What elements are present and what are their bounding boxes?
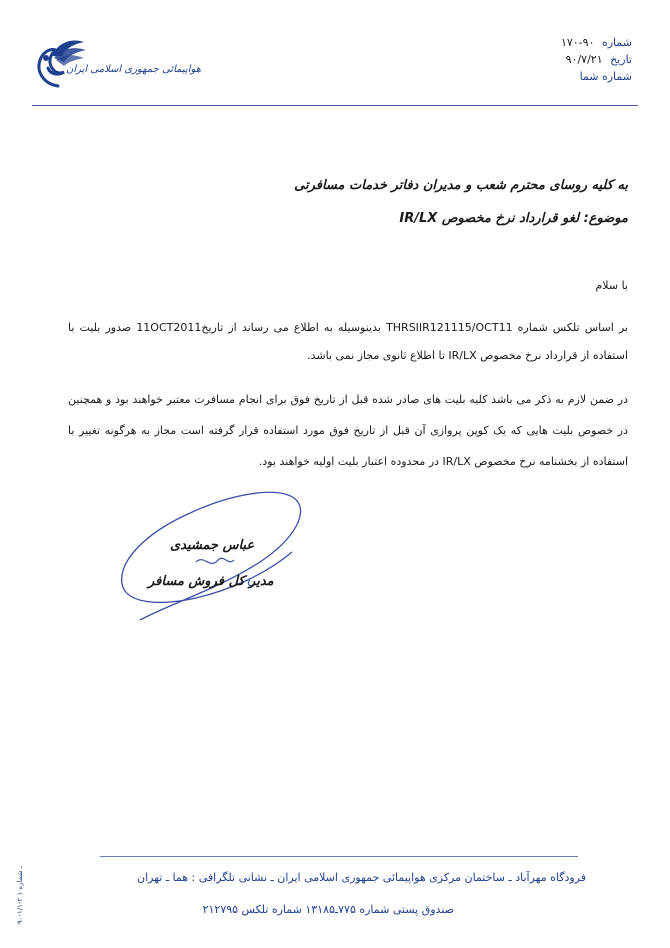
header-divider bbox=[32, 105, 638, 106]
subject: موضوع: لغو قرارداد نرخ مخصوص IR/LX bbox=[399, 211, 628, 226]
addressee: به کلیه روسای محترم شعب و مدیران دفاتر خدمات مسافرتی bbox=[294, 178, 628, 193]
number-label: شماره bbox=[601, 36, 632, 49]
your-number-label: شماره شما bbox=[579, 70, 632, 83]
paragraph-1: بر اساس تلکس شماره THRSIIR121115/OCT11 بدینوسیله به اطلاع می رساند از تاریخ11OCT2011 صدور بلیت با استفاده از قرارداد نرخ مخصوص IR/LX تا اطلاع ثانوی مجاز نمی باشد. bbox=[68, 321, 628, 362]
letter-number bbox=[561, 34, 632, 51]
footer-address: فرودگاه مهرآباد ـ ساختمان مرکزی هواپیمائی جمهوری اسلامی ایران ـ نشانی تلگرافی : هما ـ تهران bbox=[136, 871, 586, 884]
paragraph-2: در ضمن لازم به ذکر می باشد کلیه بلیت های صادر شده قبل از تاریخ فوق برای انجام مسافرت معتبر خواهند بود و همچنین در خصوص بلیت هایی که یک کوپن پروازی آن قبل از تاریخ فوق مورد استفاده قرار گرفته است مجاز به هرگونه تغییر با استفاده از بخشنامه نرخ مخصوص IR/LX در محدوده اعتبار بلیت اولیه خواهند بود. bbox=[68, 393, 628, 468]
signature-scribble bbox=[100, 488, 320, 633]
your-number bbox=[561, 68, 632, 85]
side-form-code bbox=[14, 864, 28, 926]
footer-divider bbox=[100, 856, 578, 857]
date-label: تاریخ bbox=[610, 53, 632, 66]
logo-text: هواپیمائی جمهوری اسلامی ایران bbox=[66, 64, 201, 75]
signatory-name: عباس جمشیدی bbox=[170, 538, 255, 553]
side-form-code-text: ۹۰-۱/۱-۲ ـ شماره ۱ bbox=[16, 866, 24, 924]
number-value: ۹۰-۱۷۰ bbox=[560, 36, 595, 49]
letter-meta bbox=[561, 34, 632, 85]
date-value: ۹۰/۷/۲۱ bbox=[565, 53, 603, 66]
iran-air-logo bbox=[28, 36, 201, 92]
letter-date bbox=[561, 51, 632, 68]
greeting: با سلام bbox=[595, 279, 628, 292]
footer-postal: صندوق پستی شماره ۷۷۵ـ۱۳۱۸۵ شماره تلکس ۲۱۲۷۹۵ bbox=[202, 903, 454, 916]
signatory-title: مدیر کل فروش مسافر bbox=[148, 574, 274, 589]
